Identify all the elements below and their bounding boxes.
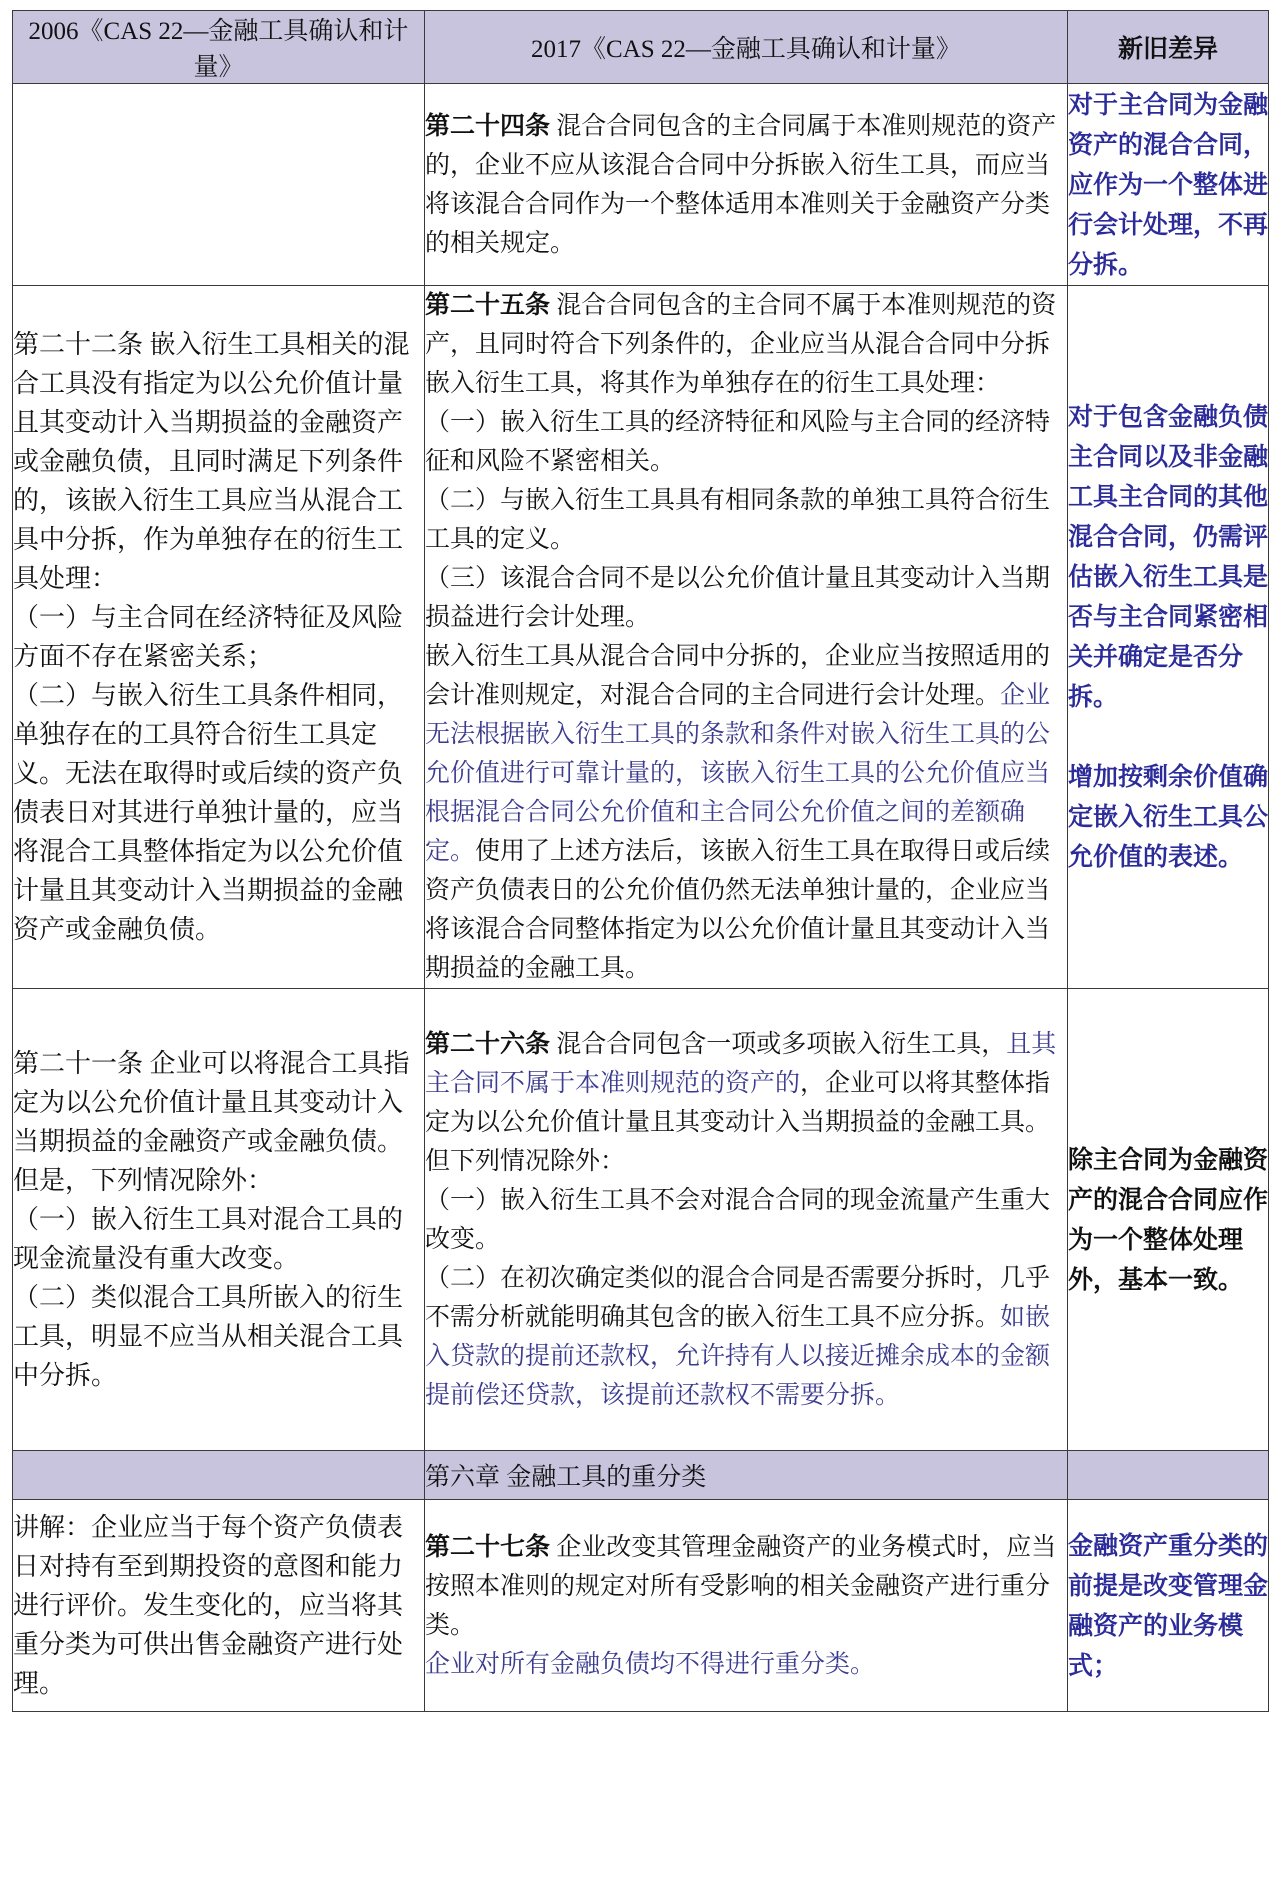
cell-diff: 对于主合同为金融资产的混合合同，应作为一个整体进行会计处理，不再分拆。: [1068, 84, 1269, 286]
table-row: [13, 84, 1269, 286]
article-body: 企业改变其管理金融资产的业务模式时，应当按照本准则的规定对所有受影响的相关金融资产进行重分类。: [425, 1533, 1057, 1639]
table-row: [13, 286, 1269, 989]
new-paragraph: （一）嵌入衍生工具不会对混合合同的现金流量产生重大改变。: [425, 1186, 1051, 1253]
cell-new-article: [425, 286, 1068, 989]
diff-paragraph: 对于包含金融负债主合同以及非金融工具主合同的其他混合合同，仍需评估嵌入衍生工具是否与主合同紧密相关并确定是否分拆。: [1068, 402, 1269, 711]
article-number: 第二十四条: [425, 112, 551, 140]
cell-old-article: 讲解：企业应当于每个资产负债表日对持有至到期投资的意图和能力进行评价。发生变化的，应当将其重分类为可供出售金融资产进行处理。: [13, 1500, 425, 1712]
comparison-table: [12, 10, 1269, 1712]
table-row: [13, 1500, 1269, 1712]
cell-new-article: [425, 989, 1068, 1451]
article-body-highlight: 且其主合同不属于本准则规范的资产的: [425, 1030, 1057, 1097]
cell-old-article: [13, 286, 425, 989]
article-number: 第二十五条: [425, 292, 551, 319]
header-old: 2006《CAS 22—金融工具确认和计量》: [13, 11, 425, 84]
cell-diff: [1068, 286, 1269, 989]
cell-new-article: [425, 84, 1068, 286]
old-paragraph: 第二十二条 嵌入衍生工具相关的混合工具没有指定为以公允价值计量且其变动计入当期损益的金融资产或金融负债，且同时满足下列条件的，该嵌入衍生工具应当从混合工具中分拆，作为单独存在的衍生工具处理：: [13, 330, 410, 593]
new-paragraph: （二）在初次确定类似的混合合同是否需要分拆时，几乎不需分析就能明确其包含的嵌入衍生工具不应分拆。: [425, 1264, 1051, 1331]
table-row: [13, 989, 1269, 1451]
header-new: 2017《CAS 22—金融工具确认和计量》: [425, 11, 1068, 84]
chapter-title: 第六章 金融工具的重分类: [425, 1451, 1068, 1500]
new-paragraph: （三）该混合合同不是以公允价值计量且其变动计入当期损益进行会计处理。: [425, 565, 1051, 631]
old-paragraph: （一）与主合同在经济特征及风险方面不存在紧密关系；: [13, 603, 404, 671]
cell-old-article: [13, 989, 425, 1451]
cell-new-article: [425, 1500, 1068, 1712]
cell-old-article: [13, 84, 425, 286]
new-paragraph: （一）嵌入衍生工具的经济特征和风险与主合同的经济特征和风险不紧密相关。: [425, 409, 1051, 475]
article-number: 第二十六条: [425, 1030, 551, 1058]
article-body: 混合合同包含的主合同属于本准则规范的资产的，企业不应从该混合合同中分拆嵌入衍生工具，而应当将该混合合同作为一个整体适用本准则关于金融资产分类的相关规定。: [425, 112, 1057, 257]
new-paragraph: 嵌入衍生工具从混合合同中分拆的，企业应当按照适用的会计准则规定，对混合合同的主合同进行会计处理。: [425, 643, 1051, 709]
new-paragraph-highlight: 如嵌入贷款的提前还款权，允许持有人以接近摊余成本的金额提前偿还贷款，该提前还款权不需要分拆。: [425, 1303, 1051, 1409]
cell-diff: 金融资产重分类的前提是改变管理金融资产的业务模式；: [1068, 1500, 1269, 1712]
header-row: [13, 11, 1269, 84]
article-body: 混合合同包含一项或多项嵌入衍生工具，: [550, 1030, 1007, 1058]
new-paragraph: 使用了上述方法后，该嵌入衍生工具在取得日或后续资产负债表日的公允价值仍然无法单独计量的，企业应当将该混合合同整体指定为以公允价值计量且其变动计入当期损益的金融工具。: [425, 838, 1051, 982]
old-paragraph: （二）类似混合工具所嵌入的衍生工具，明显不应当从相关混合工具中分拆。: [13, 1283, 404, 1390]
old-paragraph: （一）嵌入衍生工具对混合工具的现金流量没有重大改变。: [13, 1205, 404, 1273]
new-paragraph-highlight: 企业对所有金融负债均不得进行重分类。: [425, 1650, 876, 1678]
article-number: 第二十七条: [425, 1533, 551, 1561]
old-paragraph: 第二十一条 企业可以将混合工具指定为以公允价值计量且其变动计入当期损益的金融资产或金融负债。但是，下列情况除外：: [13, 1049, 410, 1195]
article-body: ，企业可以将其整体指定为以公允价值计量且其变动计入当期损益的金融工具。但下列情况除外：: [425, 1069, 1051, 1175]
new-paragraph: （二）与嵌入衍生工具具有相同条款的单独工具符合衍生工具的定义。: [425, 487, 1051, 553]
cell-diff: 除主合同为金融资产的混合合同应作为一个整体处理外，基本一致。: [1068, 989, 1269, 1451]
article-body: 混合合同包含的主合同不属于本准则规范的资产，且同时符合下列条件的，企业应当从混合合同中分拆嵌入衍生工具，将其作为单独存在的衍生工具处理：: [425, 292, 1057, 397]
diff-paragraph: 增加按剩余价值确定嵌入衍生工具公允价值的表述。: [1068, 762, 1269, 871]
chapter-row: [13, 1451, 1269, 1500]
header-diff: 新旧差异: [1068, 11, 1269, 84]
new-paragraph-highlight: 企业无法根据嵌入衍生工具的条款和条件对嵌入衍生工具的公允价值进行可靠计量的，该嵌入衍生工具的公允价值应当根据混合合同公允价值和主合同公允价值之间的差额确定。: [425, 682, 1051, 865]
old-paragraph: （二）与嵌入衍生工具条件相同，单独存在的工具符合衍生工具定义。无法在取得时或后续的资产负债表日对其进行单独计量的，应当将混合工具整体指定为以公允价值计量且其变动计入当期损益的金融资产或金融负债。: [13, 681, 404, 944]
